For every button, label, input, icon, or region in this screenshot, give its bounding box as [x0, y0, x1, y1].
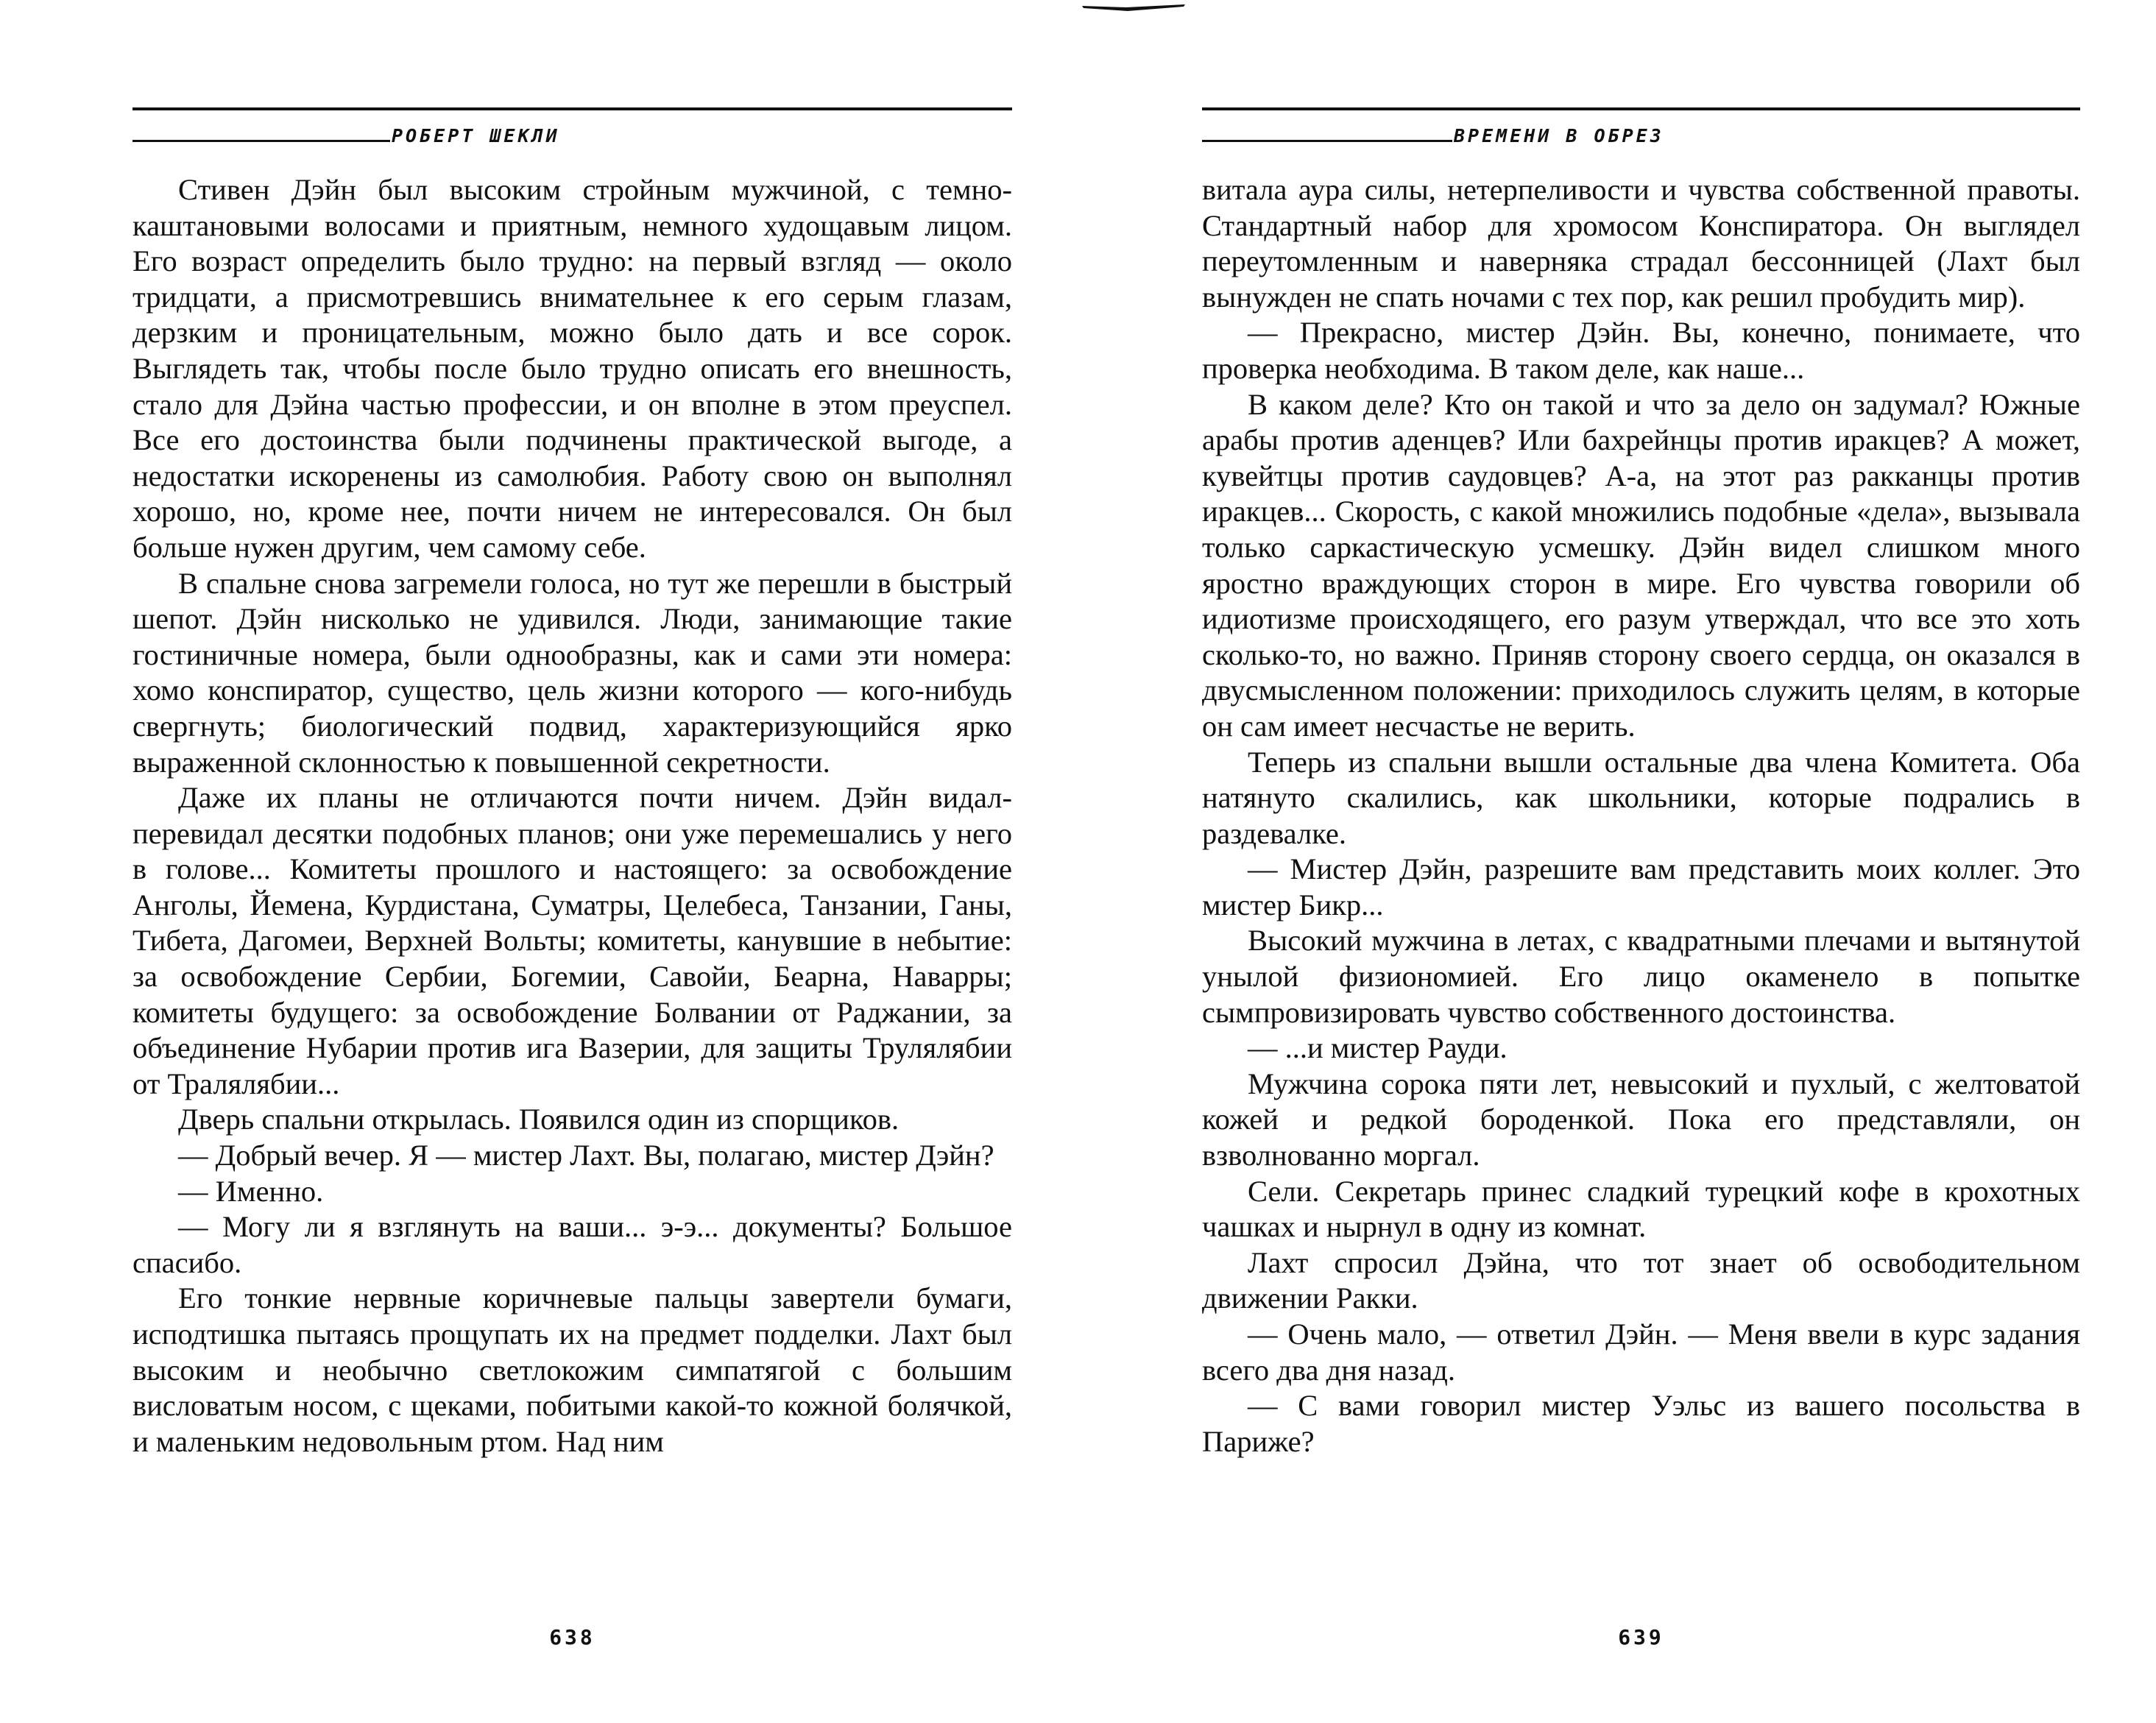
paragraph: В каком деле? Кто он такой и что за дело он задумал? Южные арабы против аденцев? Или бахрейнцы против иракцев? А может, кувейтцы против саудовцев? А-а, на этот раз ракканцы против иракцев... Скорость, с какой множились подобные «дела», вызывала только саркастическую усмешку. Дэйн видел слишком много яростно враждующих сторон в мире. Его чувства говорили об идиотизме происходящего, его разум утверждал, что все это хоть сколько-то, но важно. Приняв сторону своего сердца, он оказался в двусмысленном положении: приходилось служить целям, в которые он сам имеет несчастье не верить.: [1202, 387, 2080, 743]
header-rule: [132, 107, 1012, 110]
paragraph: В спальне снова загремели голоса, но тут же перешли в быстрый шепот. Дэйн нисколько не удивился. Люди, занимающие такие гостиничные номера, были однообразны, как и сами эти номера: хомо конспиратор, существо, цель жизни которого — кого-нибудь свергнуть; биологический подвид, характеризующийся ярко выраженной склонностью к повышенной секретности.: [132, 566, 1012, 779]
paragraph: Лахт спросил Дэйна, что тот знает об освободительном движении Ракки.: [1202, 1245, 2080, 1315]
running-head: [1202, 121, 2080, 147]
right-page: [1202, 0, 2080, 1723]
paragraph: — Мистер Дэйн, разрешите вам представить моих коллег. Это мистер Бикр...: [1202, 852, 2080, 921]
paragraph: Даже их планы не отличаются почти ничем. Дэйн видал-перевидал десятки подобных планов; они уже перемешались у него в голове... Комитеты прошлого и настоящего: за освобождение Анголы, Йемена, Курдистана, Суматры, Целебеса, Танзании, Ганы, Тибета, Дагомеи, Верхней Вольты; комитеты, канувшие в небытие: за освобождение Сербии, Богемии, Савойи, Беарна, Наварры; комитеты будущего: за освобождение Болвании от Раджании, за объединение Нубарии против ига Вазерии, для защиты Трулялябии от Тралялябии...: [132, 781, 1012, 1100]
paragraph: Сели. Секретарь принес сладкий турецкий кофе в крохотных чашках и нырнул в одну из комнат.: [1202, 1174, 2080, 1244]
paragraph: Мужчина сорока пяти лет, невысокий и пухлый, с желтоватой кожей и редкой бороденкой. Пока его представляли, он взволнованно моргал.: [1202, 1066, 2080, 1172]
paragraph: Стивен Дэйн был высоким стройным мужчиной, с темно-каштановыми волосами и приятным, немного худощавым лицом. Его возраст определить было трудно: на первый взгляд — около тридцати, а присмотревшись внимательнее к его серым глазам, дерзким и проницательным, можно было дать и все сорок. Выглядеть так, чтобы после было трудно описать его внешность, стало для Дэйна частью профессии, и он вполне в этом преуспел. Все его достоинства были подчинены практической выгоде, а недостатки искоренены из самолюбия. Работу свою он выполнял хорошо, но, кроме нее, почти ничем не интересовался. Он был больше нужен другим, чем самому себе.: [132, 173, 1012, 564]
top-mark: [1082, 3, 1185, 13]
paragraph: Дверь спальни открылась. Появился один из спорщиков.: [178, 1103, 899, 1136]
paragraph: витала аура силы, нетерпеливости и чувства собственной правоты. Стандартный набор для хромосом Конспиратора. Он выглядел переутомленным и наверняка страдал бессонницей (Лахт был вынужден не спать ночами с тех пор, как решил пробудить мир).: [1202, 173, 2080, 314]
left-page: [132, 0, 1012, 1723]
running-head-title: ВРЕМЕНИ В ОБРЕЗ: [1454, 125, 1664, 146]
paragraph: — ...и мистер Рауди.: [1248, 1031, 1508, 1065]
running-head-line: [132, 140, 390, 142]
paragraph: Его тонкие нервные коричневые пальцы завертели бумаги, исподтишка пытаясь прощупать их на предмет подделки. Лахт был высоким и необычно светлокожим симпатягой с большим висловатым носом, с щеками, побитыми какой-то кожной болячкой, и маленьким недовольным ртом. Над ним: [132, 1281, 1012, 1458]
paragraph: — Очень мало, — ответил Дэйн. — Меня ввели в курс задания всего два дня назад.: [1202, 1317, 2080, 1387]
paragraph: — Могу ли я взглянуть на ваши... э-э... документы? Большое спасибо.: [132, 1210, 1012, 1279]
paragraph: — С вами говорил мистер Уэльс из вашего посольства в Париже?: [1202, 1389, 2080, 1458]
running-head-line: [1202, 140, 1452, 142]
body-text: [1202, 172, 2080, 1460]
body-text: [132, 172, 1012, 1460]
page-number: 639: [1618, 1625, 1664, 1649]
running-head: [132, 121, 1012, 147]
paragraph: — Добрый вечер. Я — мистер Лахт. Вы, полагаю, мистер Дэйн?: [178, 1139, 994, 1172]
running-head-author: РОБЕРТ ШЕКЛИ: [392, 125, 560, 146]
page-number: 638: [549, 1625, 595, 1649]
paragraph: Теперь из спальни вышли остальные два члена Комитета. Оба натянуто скалились, как школьники, которые подрались в раздевалке.: [1202, 745, 2080, 850]
paragraph: — Прекрасно, мистер Дэйн. Вы, конечно, понимаете, что проверка необходима. В таком деле, как наше...: [1202, 316, 2080, 385]
paragraph: — Именно.: [178, 1174, 324, 1208]
header-rule: [1202, 107, 2080, 110]
paragraph: Высокий мужчина в летах, с квадратными плечами и вытянутой унылой физиономией. Его лицо окаменело в попытке сымпровизировать чувство собственного достоинства.: [1202, 924, 2080, 1029]
